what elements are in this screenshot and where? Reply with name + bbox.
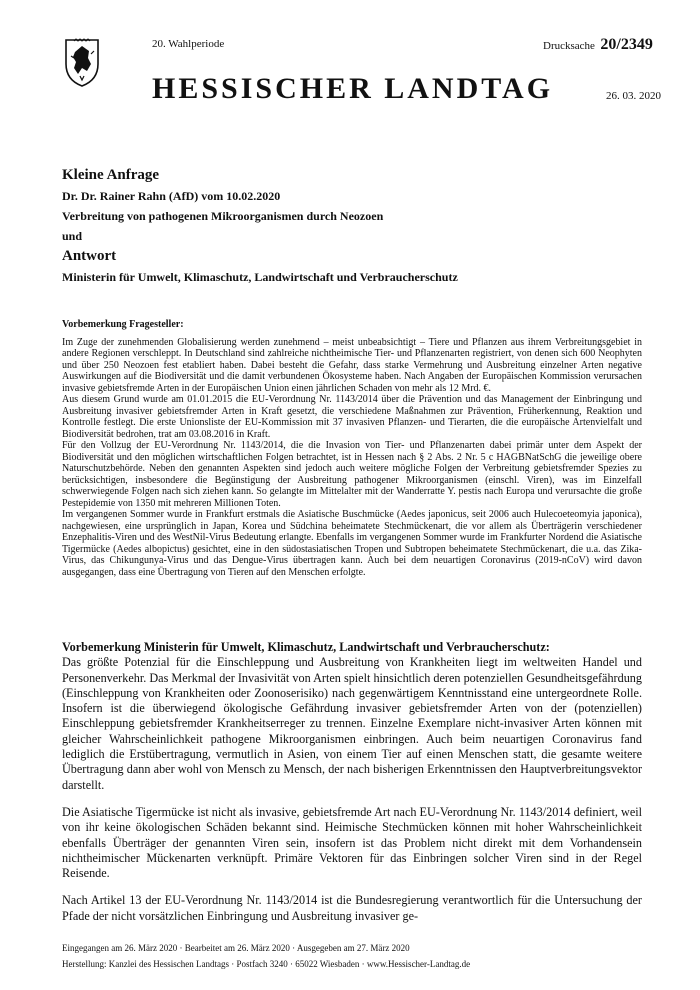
- and-connector: und: [62, 229, 83, 243]
- inquiry-type: Kleine Anfrage: [62, 167, 160, 183]
- preliminary-paragraph: Für den Vollzug der EU-Verordnung Nr. 1143/2014, die die Invasion von Tier- und Pflanzenarten dabei primär unter dem Aspekt der Biodiversität und den möglichen wirtschaftlichen Folgen betrachtet, ist in Hessen nach § 2 Abs. 2 Nr. 5 c HAGBNatSchG die jeweilige obere Naturschutzbehörde. Neben den genannten Aspekten sind jedoch auch weitere mögliche Folgen der Verbreitung gebietsfremder Spezies zu berücksichtigen, insbesondere die Begünstigung der Ausbreitung pathogener Mikroorganismen (einschl. Viren), was im Einzelfall schwerwiegende Folgen nach sich ziehen kann. So gelangte im Mittelalter mit der Wanderratte Y. pestis nach Europa und verursachte die große Pestepidemie von 1350 mit mehreren Millionen Toten.: [62, 440, 642, 509]
- hessen-crest-icon: [62, 38, 102, 88]
- preliminary-paragraph: Im vergangenen Sommer wurde in Frankfurt erstmals die Asiatische Buschmücke (Aedes japonicus, seit 2006 auch Hulecoeteomyia japonica), nachgewiesen, eine ursprünglich in Japan, Korea und Südchina beheimatete Stechmückenart, die vor allem als Überträgerin verschiedener Enzephalitis-Viren und des WestNil-Virus Bedeutung erlangte. Ebenfalls im vergangenen Sommer wurde im Frankfurter Nordend die Asiatische Tigermücke (Aedes albopictus) gesichtet, eine in den südostasiatischen Tropen und Subtropen beheimatete Stechmückenart, die u.a. das Zika-Virus, das Chikungunya-Virus und das Dengue-Virus übertragen kann. Auch bei dem neuartigen Coronavirus (2019-nCoV) wird davon ausgegangen, dass eine Übertragung von Tieren auf den Menschen erfolgte.: [62, 509, 642, 578]
- parliament-title: HESSISCHER LANDTAG: [152, 72, 554, 105]
- document-date: 26. 03. 2020: [606, 90, 661, 102]
- footer-dates: Eingegangen am 26. März 2020 · Bearbeitet am 26. März 2020 · Ausgegeben am 27. März 2020: [62, 943, 410, 953]
- document-footer: [62, 940, 642, 972]
- preliminary-paragraph: Aus diesem Grund wurde am 01.01.2015 die EU-Verordnung Nr. 1143/2014 über die Prävention und das Management der Einbringung und Ausbreitung invasiver gebietsfremder Arten in Kraft gesetzt, die verschiedene Maßnahmen zur Prävention, Früherkennung, Reaktion und Kontrolle festlegt. Die erste Unionsliste der EU-Kommission mit 37 invasiven Pflanzen- und Tierarten, die die europäische Artenvielfalt und Biodiversität bedrohen, trat am 03.08.2016 in Kraft.: [62, 394, 642, 440]
- ministry-paragraph: Das größte Potenzial für die Einschleppung und Ausbreitung von Krankheiten liegt im weltweiten Handel und Personenverkehr. Das Merkmal der Invasivität von Arten spielt hinsichtlich deren potenziellen Gesundheitsgefährdung (Einschleppung von Krankheiten oder Zoonoserisiko) nach gegenwärtigem Kenntnisstand eine untergeordnete Rolle. Insofern ist die überwiegend ökologische Gefährdung invasiver gebietsfremder Arten von der (potenziellen) Einschleppung gebietsfremder Krankheitserreger zu trennen. Einzelne Exemplare nicht-invasiver Arten können mit gleicher Wahrscheinlichkeit pathogene Mikroorganismen einbringen. Auch beim neuartigen Coronavirus fand lediglich die Erstübertragung, vermutlich in Asien, von einem Tier auf einen Menschen statt, die gesamte weitere Übertragung dann aber wohl von Mensch zu Mensch, der nach bisherigen Erkenntnissen den Hauptverbreitungsvektor darstellt.: [62, 655, 642, 792]
- inquiry-subject: Verbreitung von pathogenen Mikroorganismen durch Neozoen: [62, 209, 384, 223]
- preliminary-paragraph: Im Zuge der zunehmenden Globalisierung werden zunehmend – meist unbeabsichtigt – Tiere und Pflanzen aus ihrem Verbreitungsgebiet in andere Regionen verschleppt. In Deutschland sind zahlreiche nichtheimische Tier- und Pflanzenarten registriert, von denen sich 600 Neophyten und über 250 Neozoen fest etabliert haben. Dabei besteht die Gefahr, dass starke Vermehrung und Ausbreitung einzelner Arten negative Auswirkungen auf die Biodiversität und die damit verbundenen Ökosysteme haben. Nach Angaben der Europäischen Kommission verursachen invasive gebietsfremde Arten in der Europäischen Union einen jährlichen Schaden von mehr als 12 Mrd. €.: [62, 336, 642, 394]
- responsible-ministry: Ministerin für Umwelt, Klimaschutz, Landwirtschaft und Verbraucherschutz: [62, 270, 458, 284]
- preliminary-remarks-questioner: [62, 319, 642, 578]
- footer-publisher: Herstellung: Kanzlei des Hessischen Landtags · Postfach 3240 · 65022 Wiesbaden · www.Hessischer-Landtag.de: [62, 959, 471, 969]
- preliminary-title: Vorbemerkung Fragesteller:: [62, 319, 184, 330]
- ministry-paragraph: Die Asiatische Tigermücke ist nicht als invasive, gebietsfremde Art nach EU-Verordnung Nr. 1143/2014 definiert, weil von ihr keine ökologischen Schäden bekannt sind. Heimische Stechmücken können mit hoher Wahrscheinlichkeit ebenfalls Überträger der genannten Viren sein, insofern ist das Problem nicht direkt mit dem Vorhandensein nichtheimischer Mückenarten verknüpft. Primäre Vektoren für das Einbringen solcher Viren sind in der Regel Reisende.: [62, 804, 642, 881]
- ministry-paragraph: Nach Artikel 13 der EU-Verordnung Nr. 1143/2014 ist die Bundesregierung verantwortlich für die Untersuchung der Pfade der nicht vorsätzlichen Einbringung und Ausbreitung invasiver ge-: [62, 893, 642, 923]
- inquiry-author: Dr. Dr. Rainer Rahn (AfD) vom 10.02.2020: [62, 189, 281, 203]
- ministry-remarks-title: Vorbemerkung Ministerin für Umwelt, Klimaschutz, Landwirtschaft und Verbraucherschutz:: [62, 640, 550, 654]
- drucksache-number: 20/2349: [600, 36, 653, 53]
- legislative-period: 20. Wahlperiode: [152, 38, 225, 50]
- drucksache-label: Drucksache: [543, 40, 595, 52]
- document-heading: [62, 165, 642, 287]
- ministry-remarks: [62, 640, 642, 936]
- answer-label: Antwort: [62, 248, 117, 264]
- document-number: [543, 36, 653, 54]
